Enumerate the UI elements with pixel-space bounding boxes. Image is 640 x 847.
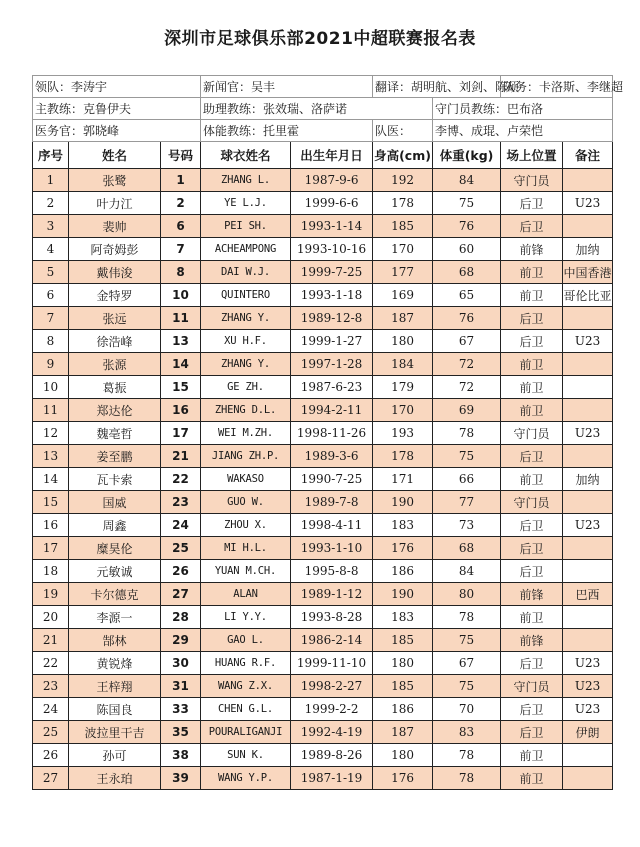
- cell-birthdate: 1989-3-6: [291, 445, 373, 468]
- cell-number: 39: [161, 767, 201, 790]
- cell-birthdate: 1999-1-27: [291, 330, 373, 353]
- cell-number: 33: [161, 698, 201, 721]
- cell-name: 糜昊伦: [69, 537, 161, 560]
- header-position: 场上位置: [501, 142, 563, 169]
- cell-name: 徐浩峰: [69, 330, 161, 353]
- cell-height: 180: [373, 652, 433, 675]
- cell-note: [563, 399, 613, 422]
- cell-weight: 68: [433, 261, 501, 284]
- cell-birthdate: 1998-11-26: [291, 422, 373, 445]
- cell-position: 前卫: [501, 606, 563, 629]
- goalkeeper-coach-label: 守门员教练：巴布洛: [435, 102, 544, 116]
- cell-seq: 2: [33, 192, 69, 215]
- cell-number: 16: [161, 399, 201, 422]
- cell-name: 张源: [69, 353, 161, 376]
- cell-position: 前锋: [501, 238, 563, 261]
- cell-number: 29: [161, 629, 201, 652]
- cell-height: 183: [373, 514, 433, 537]
- cell-name: 阿奇姆彭: [69, 238, 161, 261]
- table-row: [33, 652, 613, 675]
- cell-number: 24: [161, 514, 201, 537]
- cell-name: 卡尔德克: [69, 583, 161, 606]
- cell-note: [563, 307, 613, 330]
- cell-position: 后卫: [501, 330, 563, 353]
- cell-weight: 75: [433, 192, 501, 215]
- cell-birthdate: 1993-1-18: [291, 284, 373, 307]
- cell-position: 前卫: [501, 468, 563, 491]
- table-row: [33, 376, 613, 399]
- cell-note: U23: [563, 330, 613, 353]
- table-row: [33, 192, 613, 215]
- cell-note: [563, 606, 613, 629]
- cell-birthdate: 1999-6-6: [291, 192, 373, 215]
- cell-jersey-name: GE ZH.: [201, 376, 291, 399]
- cell-jersey-name: ZHANG Y.: [201, 307, 291, 330]
- cell-height: 183: [373, 606, 433, 629]
- cell-height: 193: [373, 422, 433, 445]
- cell-position: 后卫: [501, 721, 563, 744]
- cell-seq: 13: [33, 445, 69, 468]
- cell-seq: 16: [33, 514, 69, 537]
- cell-jersey-name: POURALIGANJI: [201, 721, 291, 744]
- cell-number: 22: [161, 468, 201, 491]
- cell-jersey-name: WAKASO: [201, 468, 291, 491]
- cell-name: 国威: [69, 491, 161, 514]
- cell-number: 21: [161, 445, 201, 468]
- table-row: [33, 698, 613, 721]
- cell-note: 加纳: [563, 468, 613, 491]
- cell-jersey-name: WEI M.ZH.: [201, 422, 291, 445]
- cell-jersey-name: GAO L.: [201, 629, 291, 652]
- cell-note: U23: [563, 698, 613, 721]
- cell-jersey-name: SUN K.: [201, 744, 291, 767]
- table-row: [33, 514, 613, 537]
- cell-note: 中国香港: [563, 261, 613, 284]
- cell-seq: 9: [33, 353, 69, 376]
- cell-note: U23: [563, 514, 613, 537]
- cell-position: 前卫: [501, 261, 563, 284]
- cell-height: 187: [373, 307, 433, 330]
- cell-height: 185: [373, 629, 433, 652]
- cell-jersey-name: MI H.L.: [201, 537, 291, 560]
- cell-note: [563, 215, 613, 238]
- cell-note: [563, 169, 613, 192]
- cell-height: 171: [373, 468, 433, 491]
- cell-name: 黄锐烽: [69, 652, 161, 675]
- cell-jersey-name: WANG Y.P.: [201, 767, 291, 790]
- cell-weight: 78: [433, 422, 501, 445]
- header-jersey-name: 球衣姓名: [201, 142, 291, 169]
- cell-name: 叶力江: [69, 192, 161, 215]
- cell-number: 8: [161, 261, 201, 284]
- table-row: [33, 422, 613, 445]
- cell-name: 魏亳哲: [69, 422, 161, 445]
- cell-weight: 67: [433, 330, 501, 353]
- table-row: [33, 445, 613, 468]
- table-row: [33, 583, 613, 606]
- cell-birthdate: 1999-11-10: [291, 652, 373, 675]
- cell-weight: 76: [433, 215, 501, 238]
- cell-number: 7: [161, 238, 201, 261]
- cell-birthdate: 1993-1-10: [291, 537, 373, 560]
- cell-weight: 66: [433, 468, 501, 491]
- cell-height: 186: [373, 698, 433, 721]
- cell-name: 张远: [69, 307, 161, 330]
- header-height: 身高(cm): [373, 142, 433, 169]
- cell-birthdate: 1987-1-19: [291, 767, 373, 790]
- cell-position: 前锋: [501, 583, 563, 606]
- cell-weight: 78: [433, 744, 501, 767]
- table-row: [33, 261, 613, 284]
- table-row: [33, 238, 613, 261]
- cell-weight: 65: [433, 284, 501, 307]
- header-seq: 序号: [33, 142, 69, 169]
- staff-row-1: [33, 76, 613, 98]
- cell-height: 184: [373, 353, 433, 376]
- table-row: [33, 284, 613, 307]
- cell-weight: 72: [433, 376, 501, 399]
- cell-note: 伊朗: [563, 721, 613, 744]
- cell-weight: 75: [433, 445, 501, 468]
- cell-jersey-name: ZHOU X.: [201, 514, 291, 537]
- cell-birthdate: 1994-2-11: [291, 399, 373, 422]
- cell-name: 孙可: [69, 744, 161, 767]
- cell-seq: 12: [33, 422, 69, 445]
- cell-number: 15: [161, 376, 201, 399]
- cell-note: U23: [563, 675, 613, 698]
- cell-number: 31: [161, 675, 201, 698]
- cell-height: 176: [373, 767, 433, 790]
- table-row: [33, 606, 613, 629]
- cell-height: 185: [373, 675, 433, 698]
- page-title: 深圳市足球俱乐部2021中超联赛报名表: [164, 29, 476, 49]
- header-name: 姓名: [69, 142, 161, 169]
- cell-position: 前卫: [501, 376, 563, 399]
- cell-height: 180: [373, 744, 433, 767]
- cell-note: [563, 353, 613, 376]
- cell-note: [563, 376, 613, 399]
- cell-seq: 18: [33, 560, 69, 583]
- cell-position: 后卫: [501, 560, 563, 583]
- cell-height: 178: [373, 445, 433, 468]
- press-officer-label: 新闻官：吴丰: [203, 80, 276, 94]
- cell-height: 179: [373, 376, 433, 399]
- table-row: [33, 537, 613, 560]
- cell-name: 王永珀: [69, 767, 161, 790]
- cell-birthdate: 1993-1-14: [291, 215, 373, 238]
- cell-seq: 21: [33, 629, 69, 652]
- cell-jersey-name: DAI W.J.: [201, 261, 291, 284]
- cell-jersey-name: ALAN: [201, 583, 291, 606]
- cell-position: 后卫: [501, 215, 563, 238]
- cell-seq: 3: [33, 215, 69, 238]
- cell-weight: 69: [433, 399, 501, 422]
- cell-position: 后卫: [501, 537, 563, 560]
- table-row: [33, 468, 613, 491]
- cell-height: 177: [373, 261, 433, 284]
- table-row: [33, 399, 613, 422]
- cell-number: 25: [161, 537, 201, 560]
- cell-birthdate: 1986-2-14: [291, 629, 373, 652]
- cell-jersey-name: GUO W.: [201, 491, 291, 514]
- head-coach-label: 主教练：克鲁伊夫: [35, 102, 132, 116]
- medical-officer-label: 医务官：郭晓峰: [35, 124, 120, 138]
- cell-birthdate: 1993-10-16: [291, 238, 373, 261]
- cell-number: 1: [161, 169, 201, 192]
- cell-name: 姜至鹏: [69, 445, 161, 468]
- cell-note: 加纳: [563, 238, 613, 261]
- cell-height: 190: [373, 583, 433, 606]
- cell-seq: 4: [33, 238, 69, 261]
- cell-weight: 68: [433, 537, 501, 560]
- cell-name: 郜林: [69, 629, 161, 652]
- cell-height: 178: [373, 192, 433, 215]
- table-row: [33, 491, 613, 514]
- team-affairs-label: 队务：卡洛斯、李继超: [503, 80, 624, 94]
- cell-weight: 80: [433, 583, 501, 606]
- cell-position: 后卫: [501, 307, 563, 330]
- cell-note: [563, 445, 613, 468]
- cell-seq: 24: [33, 698, 69, 721]
- cell-number: 17: [161, 422, 201, 445]
- cell-position: 守门员: [501, 169, 563, 192]
- cell-weight: 70: [433, 698, 501, 721]
- cell-jersey-name: YE L.J.: [201, 192, 291, 215]
- cell-weight: 78: [433, 767, 501, 790]
- cell-jersey-name: JIANG ZH.P.: [201, 445, 291, 468]
- cell-jersey-name: XU H.F.: [201, 330, 291, 353]
- cell-seq: 20: [33, 606, 69, 629]
- cell-note: U23: [563, 422, 613, 445]
- cell-seq: 23: [33, 675, 69, 698]
- cell-birthdate: 1998-2-27: [291, 675, 373, 698]
- cell-seq: 27: [33, 767, 69, 790]
- cell-name: 金特罗: [69, 284, 161, 307]
- cell-birthdate: 1989-8-26: [291, 744, 373, 767]
- cell-number: 35: [161, 721, 201, 744]
- cell-birthdate: 1999-7-25: [291, 261, 373, 284]
- cell-position: 前卫: [501, 284, 563, 307]
- cell-number: 30: [161, 652, 201, 675]
- cell-position: 后卫: [501, 445, 563, 468]
- cell-birthdate: 1998-4-11: [291, 514, 373, 537]
- table-header-row: [33, 142, 613, 169]
- cell-seq: 17: [33, 537, 69, 560]
- cell-seq: 8: [33, 330, 69, 353]
- cell-name: 元敏诚: [69, 560, 161, 583]
- cell-jersey-name: QUINTERO: [201, 284, 291, 307]
- cell-note: U23: [563, 652, 613, 675]
- cell-name: 周鑫: [69, 514, 161, 537]
- table-row: [33, 744, 613, 767]
- team-doctor-label: 队医：: [375, 124, 412, 138]
- cell-weight: 84: [433, 169, 501, 192]
- cell-seq: 19: [33, 583, 69, 606]
- cell-height: 187: [373, 721, 433, 744]
- cell-note: [563, 744, 613, 767]
- cell-birthdate: 1995-8-8: [291, 560, 373, 583]
- cell-height: 170: [373, 238, 433, 261]
- cell-number: 13: [161, 330, 201, 353]
- cell-height: 180: [373, 330, 433, 353]
- cell-position: 前卫: [501, 353, 563, 376]
- cell-note: [563, 537, 613, 560]
- table-row: [33, 560, 613, 583]
- fitness-coach-label: 体能教练：托里霍: [203, 124, 300, 138]
- table-row: [33, 353, 613, 376]
- cell-weight: 76: [433, 307, 501, 330]
- header-number: 号码: [161, 142, 201, 169]
- cell-number: 28: [161, 606, 201, 629]
- cell-jersey-name: ZHANG L.: [201, 169, 291, 192]
- cell-position: 后卫: [501, 652, 563, 675]
- table-row: [33, 675, 613, 698]
- cell-position: 守门员: [501, 422, 563, 445]
- cell-weight: 77: [433, 491, 501, 514]
- cell-seq: 25: [33, 721, 69, 744]
- cell-jersey-name: WANG Z.X.: [201, 675, 291, 698]
- cell-number: 10: [161, 284, 201, 307]
- cell-note: [563, 560, 613, 583]
- cell-weight: 73: [433, 514, 501, 537]
- cell-seq: 26: [33, 744, 69, 767]
- header-note: 备注: [563, 142, 613, 169]
- cell-name: 王梓翔: [69, 675, 161, 698]
- header-birthdate: 出生年月日: [291, 142, 373, 169]
- cell-weight: 75: [433, 675, 501, 698]
- cell-height: 170: [373, 399, 433, 422]
- cell-name: 波拉里干吉: [69, 721, 161, 744]
- cell-weight: 84: [433, 560, 501, 583]
- cell-jersey-name: ACHEAMPONG: [201, 238, 291, 261]
- registration-table: [32, 75, 624, 790]
- assistant-coach-label: 助理教练：张效瑞、洛萨诺: [203, 102, 348, 116]
- cell-jersey-name: YUAN M.CH.: [201, 560, 291, 583]
- cell-position: 后卫: [501, 192, 563, 215]
- cell-note: [563, 767, 613, 790]
- team-doctor-names: 李博、成琨、卢荣恺: [435, 124, 544, 138]
- cell-seq: 14: [33, 468, 69, 491]
- cell-seq: 5: [33, 261, 69, 284]
- player-rows: [33, 169, 613, 790]
- cell-height: 190: [373, 491, 433, 514]
- cell-number: 11: [161, 307, 201, 330]
- cell-weight: 60: [433, 238, 501, 261]
- cell-weight: 75: [433, 629, 501, 652]
- cell-note: [563, 629, 613, 652]
- cell-note: 巴西: [563, 583, 613, 606]
- cell-birthdate: 1989-7-8: [291, 491, 373, 514]
- cell-name: 葛振: [69, 376, 161, 399]
- cell-note: [563, 491, 613, 514]
- cell-jersey-name: ZHANG Y.: [201, 353, 291, 376]
- cell-birthdate: 1987-6-23: [291, 376, 373, 399]
- table-row: [33, 307, 613, 330]
- cell-birthdate: 1999-2-2: [291, 698, 373, 721]
- cell-position: 守门员: [501, 675, 563, 698]
- cell-number: 14: [161, 353, 201, 376]
- cell-weight: 78: [433, 606, 501, 629]
- leader-label: 领队：李涛宇: [35, 80, 108, 94]
- cell-seq: 6: [33, 284, 69, 307]
- cell-seq: 11: [33, 399, 69, 422]
- translator-label: 翻译：胡明航、刘剑、陈硕: [375, 80, 520, 94]
- cell-weight: 83: [433, 721, 501, 744]
- cell-height: 169: [373, 284, 433, 307]
- cell-weight: 72: [433, 353, 501, 376]
- cell-height: 185: [373, 215, 433, 238]
- cell-birthdate: 1993-8-28: [291, 606, 373, 629]
- cell-birthdate: 1989-12-8: [291, 307, 373, 330]
- cell-seq: 10: [33, 376, 69, 399]
- staff-row-3: [33, 120, 613, 142]
- cell-birthdate: 1997-1-28: [291, 353, 373, 376]
- cell-position: 前卫: [501, 399, 563, 422]
- cell-birthdate: 1990-7-25: [291, 468, 373, 491]
- cell-name: 郑达伦: [69, 399, 161, 422]
- table-row: [33, 330, 613, 353]
- cell-jersey-name: HUANG R.F.: [201, 652, 291, 675]
- table-row: [33, 169, 613, 192]
- cell-height: 186: [373, 560, 433, 583]
- cell-number: 23: [161, 491, 201, 514]
- cell-position: 前卫: [501, 767, 563, 790]
- cell-seq: 22: [33, 652, 69, 675]
- cell-jersey-name: ZHENG D.L.: [201, 399, 291, 422]
- header-weight: 体重(kg): [433, 142, 501, 169]
- cell-seq: 15: [33, 491, 69, 514]
- cell-note: 哥伦比亚: [563, 284, 613, 307]
- table-row: [33, 721, 613, 744]
- cell-name: 瓦卡索: [69, 468, 161, 491]
- cell-height: 176: [373, 537, 433, 560]
- table-row: [33, 629, 613, 652]
- cell-number: 26: [161, 560, 201, 583]
- cell-seq: 1: [33, 169, 69, 192]
- cell-note: U23: [563, 192, 613, 215]
- cell-position: 前锋: [501, 629, 563, 652]
- cell-name: 张鹭: [69, 169, 161, 192]
- cell-jersey-name: CHEN G.L.: [201, 698, 291, 721]
- cell-jersey-name: PEI SH.: [201, 215, 291, 238]
- cell-weight: 67: [433, 652, 501, 675]
- staff-row-2: [33, 98, 613, 120]
- table-row: [33, 767, 613, 790]
- cell-number: 6: [161, 215, 201, 238]
- cell-number: 38: [161, 744, 201, 767]
- cell-number: 2: [161, 192, 201, 215]
- cell-jersey-name: LI Y.Y.: [201, 606, 291, 629]
- cell-name: 陈国良: [69, 698, 161, 721]
- cell-position: 后卫: [501, 514, 563, 537]
- cell-number: 27: [161, 583, 201, 606]
- cell-name: 裴帅: [69, 215, 161, 238]
- cell-position: 守门员: [501, 491, 563, 514]
- cell-name: 李源一: [69, 606, 161, 629]
- cell-birthdate: 1989-1-12: [291, 583, 373, 606]
- cell-birthdate: 1992-4-19: [291, 721, 373, 744]
- cell-name: 戴伟浚: [69, 261, 161, 284]
- cell-position: 前卫: [501, 744, 563, 767]
- cell-seq: 7: [33, 307, 69, 330]
- cell-birthdate: 1987-9-6: [291, 169, 373, 192]
- cell-height: 192: [373, 169, 433, 192]
- table-row: [33, 215, 613, 238]
- cell-position: 后卫: [501, 698, 563, 721]
